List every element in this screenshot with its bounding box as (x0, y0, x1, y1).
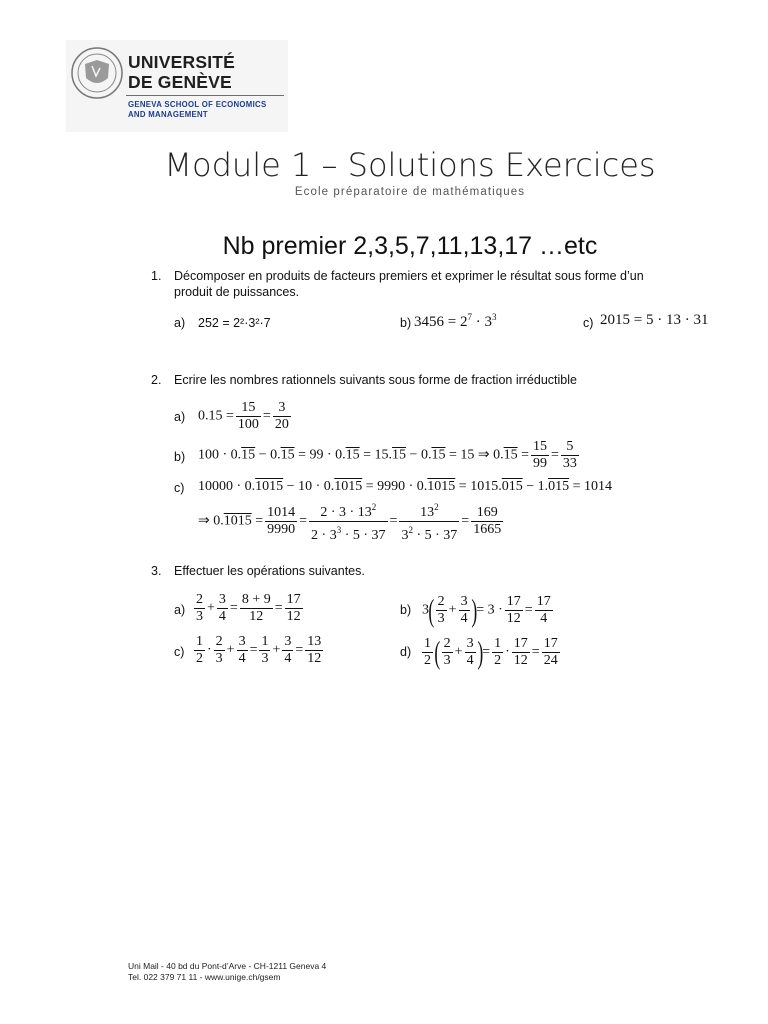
q3-c-expr: $\frac{1}{2}$ · $\frac{2}{3}$ + $\frac{3}{4}$ = $\frac{1}{3}$ + $\frac{3}{4}$ = $\frac{13}{12}$ (196, 634, 322, 666)
q2-a-expr: 0.15 = $\frac{15}{100}$ = $\frac{3}{20}$ (198, 400, 289, 432)
q3-number: 3. (151, 564, 162, 578)
q2-c-expr-line1: 10000 · 0.1015 − 10 · 0.1015 = 9990 · 0.1015 = 1015.015 − 1.015 = 1014 (198, 479, 613, 494)
university-name-line2: DE GENÈVE (128, 72, 232, 92)
q2-a-label: a) (174, 410, 186, 424)
q3-d-expr: $\frac{1}{2}$ ( $\frac{2}{3}$ + $\frac{3}{4}$ )= $\frac{1}{2}$ · $\frac{17}{12}$ = $\frac{17}{24}$ (424, 634, 558, 670)
q1-b-expr: $3456 = 2^7 \cdot 3^3$ (414, 312, 497, 330)
q1-b-label: b) (400, 316, 412, 330)
q3-b-label: b) (400, 603, 412, 617)
q1-c-label: c) (583, 316, 594, 330)
q2-number: 2. (151, 373, 162, 387)
q3-d-label: d) (400, 645, 412, 659)
page-title: Module 1 – Solutions Exercices (164, 146, 656, 184)
q2-b-expr: 100 · 0.15 − 0.15 = 99 · 0.15 = 15.15 − 0.15 = 15 ⇒ 0.15 = $\frac{15}{99}$ = $\frac{5}{33}$ (198, 439, 577, 471)
q3-b-expr: 3( $\frac{2}{3}$ + $\frac{3}{4}$ )= 3 · $\frac{17}{12}$ = $\frac{17}{4}$ (422, 592, 551, 628)
q1-text-line2: produit de puissances. (174, 285, 300, 299)
q3-c-label: c) (174, 645, 185, 659)
university-name-line1: UNIVERSITÉ (128, 52, 236, 72)
university-seal-icon (70, 46, 124, 100)
q3-a-label: a) (174, 603, 186, 617)
footer-address: Uni Mail - 40 bd du Pont-d’Arve - CH-1211 Geneva 4 (128, 961, 327, 971)
school-name-line2: AND MANAGEMENT (128, 110, 208, 119)
q2-b-label: b) (174, 450, 186, 464)
q1-a-expr: 252 = 2²·3²·7 (198, 316, 271, 330)
q1-c-expr: 2015 = 5 · 13 · 31 (600, 312, 709, 328)
q1-text-line1: Décomposer en produits de facteurs premiers et exprimer le résultat sous forme d’un (174, 269, 644, 283)
q3-a-expr: $\frac{2}{3}$ + $\frac{3}{4}$ = $\frac{8 + 9}{12}$ = $\frac{17}{12}$ (196, 592, 301, 624)
q3-text: Effectuer les opérations suivantes. (174, 564, 365, 578)
q1-number: 1. (151, 269, 162, 283)
q2-c-expr-line2: ⇒ 0.1015 = $\frac{1014}{9990}$ = $\frac{2 \cdot 3 \cdot 13^2}{2 \cdot 3^3 \cdot 5 \cdot 37}$ = $\frac{13^2}{3^2 \cdot 5 \cdot 37}$ = $\frac{169}{1665}$ (198, 499, 505, 544)
section-heading: Nb premier 2,3,5,7,11,13,17 …etc (222, 232, 598, 260)
logo-divider (126, 95, 284, 96)
page-subtitle: Ecole préparatoire de mathématiques (294, 186, 526, 198)
q1-a-label: a) (174, 316, 186, 330)
footer-contact: Tel. 022 379 71 11 - www.unige.ch/gsem (128, 972, 281, 982)
q2-text: Ecrire les nombres rationnels suivants sous forme de fraction irréductible (174, 373, 577, 387)
school-name-line1: GENEVA SCHOOL OF ECONOMICS (128, 100, 267, 109)
q2-c-label: c) (174, 481, 185, 495)
